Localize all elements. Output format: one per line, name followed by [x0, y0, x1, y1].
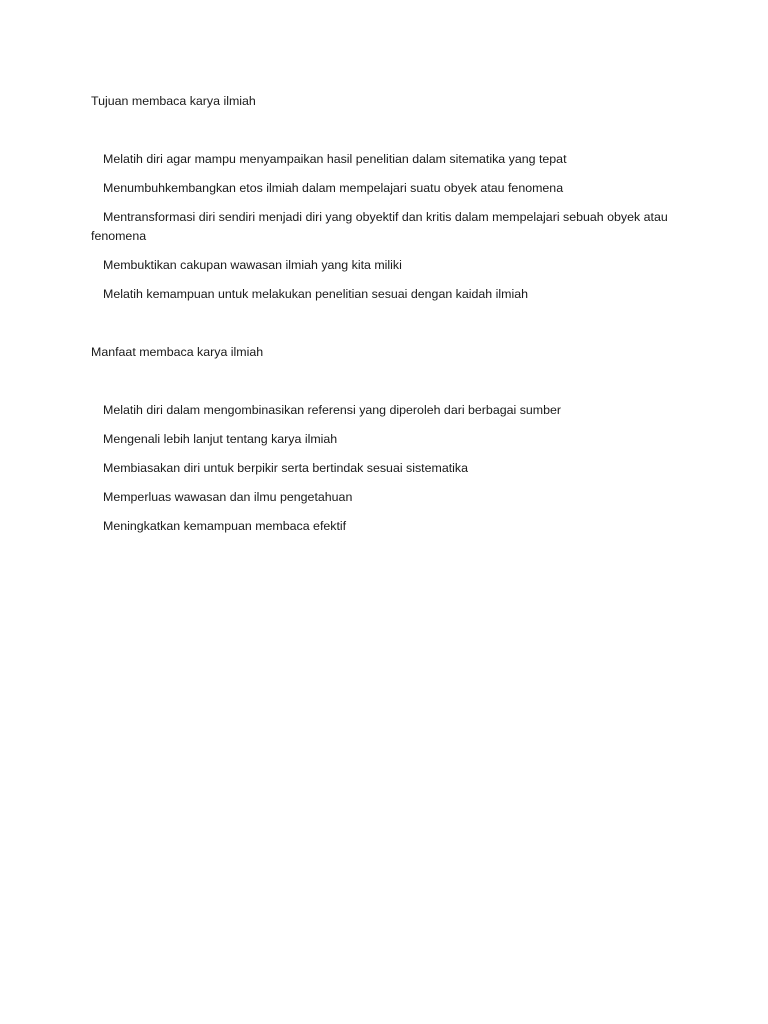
list-item: Mengenali lebih lanjut tentang karya ilmiah: [103, 432, 338, 446]
section-tujuan: [91, 92, 681, 304]
list-item: Melatih diri agar mampu menyampaikan hasil penelitian dalam sitematika yang tepat: [103, 152, 567, 166]
section-manfaat: [91, 343, 681, 536]
list-item: Meningkatkan kemampuan membaca efektif: [103, 519, 347, 533]
document-body: [91, 92, 681, 546]
section-list: [91, 150, 681, 304]
list-item: Melatih kemampuan untuk melakukan penelitian sesuai dengan kaidah ilmiah: [103, 287, 528, 301]
list-item: Membiasakan diri untuk berpikir serta bertindak sesuai sistematika: [103, 461, 468, 475]
list-item: Memperluas wawasan dan ilmu pengetahuan: [103, 490, 353, 504]
section-list: [91, 401, 681, 536]
list-item: Membuktikan cakupan wawasan ilmiah yang kita miliki: [103, 258, 402, 272]
section-heading: Manfaat membaca karya ilmiah: [91, 345, 264, 359]
list-item: Melatih diri dalam mengombinasikan referensi yang diperoleh dari berbagai sumber: [103, 403, 562, 417]
list-item: Menumbuhkembangkan etos ilmiah dalam mempelajari suatu obyek atau fenomena: [103, 181, 564, 195]
section-heading: Tujuan membaca karya ilmiah: [91, 94, 256, 108]
list-item: Mentransformasi diri sendiri menjadi diri yang obyektif dan kritis dalam mempelajari sebuah obyek atau fenomena: [91, 210, 668, 243]
